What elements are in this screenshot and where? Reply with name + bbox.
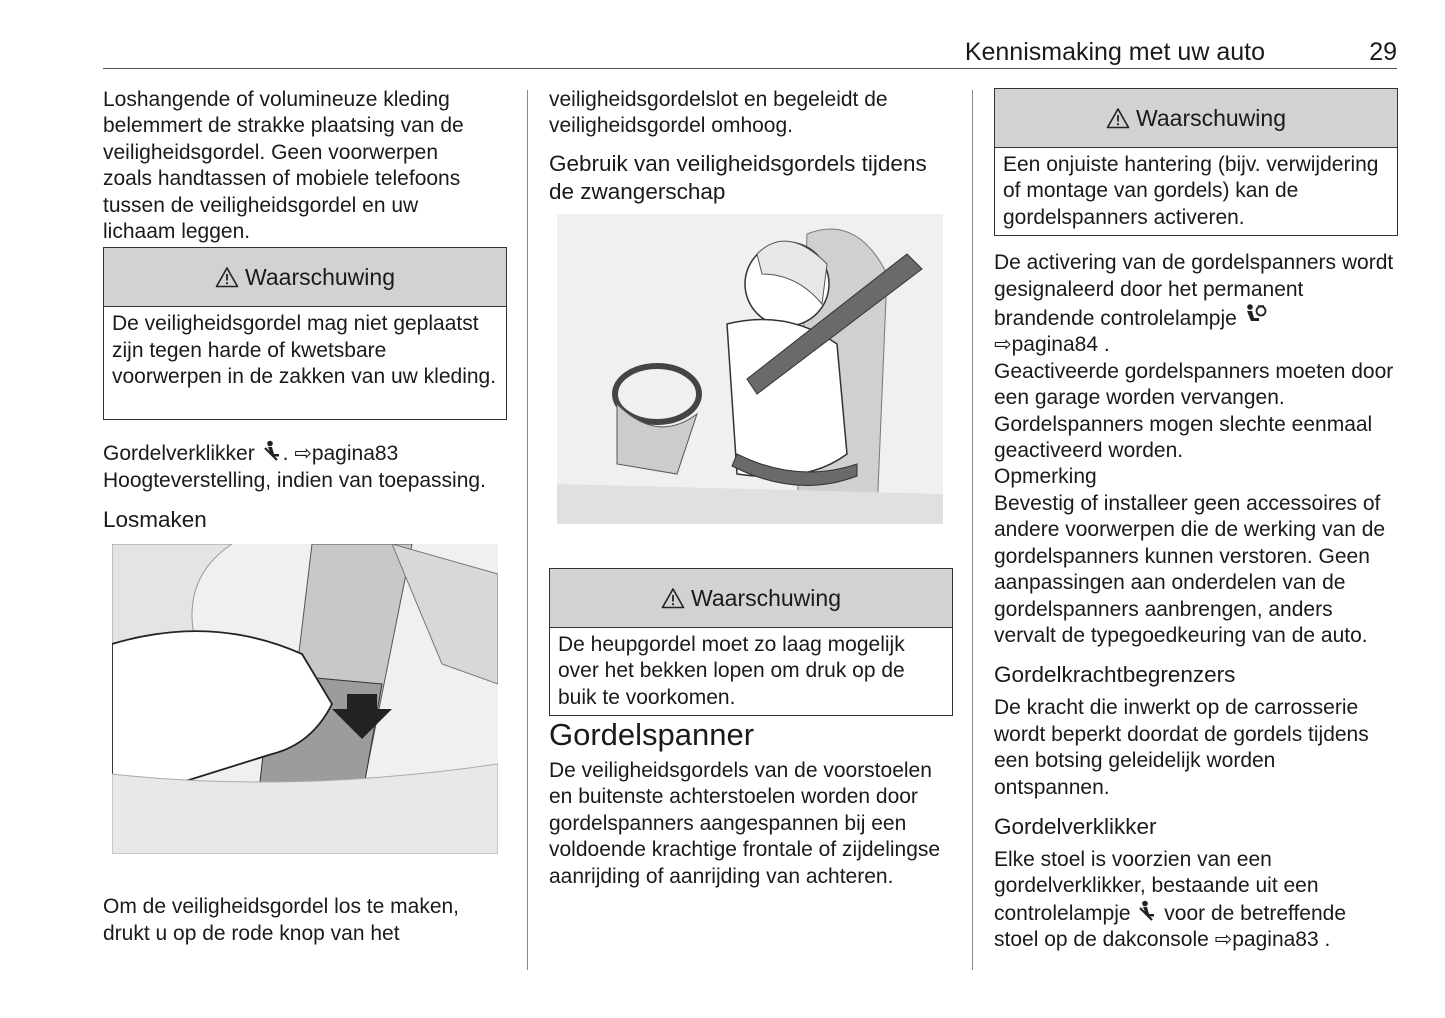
- note-heading: Opmerking: [994, 465, 1097, 489]
- pregnant-woman-seatbelt-drawing: [557, 214, 943, 524]
- page-number: 29: [1369, 38, 1397, 66]
- section-heading-reminder: Gordelverklikker: [994, 813, 1157, 839]
- column-3: [994, 87, 1398, 954]
- buckle-release-illustration: [112, 544, 498, 854]
- section-heading-gordelspanner: Gordelspanner: [549, 717, 755, 753]
- reminder-paragraph: [994, 847, 1394, 954]
- page-reference-83[interactable]: . ⇨pagina83: [282, 442, 399, 466]
- reminder-text-b: voor de betreffende stoel op de dakconsole ⇨pagina83 .: [994, 901, 1347, 952]
- section-heading-limiters: Gordelkrachtbegrenzers: [994, 662, 1236, 688]
- warning-title: Waarschuwing: [691, 584, 841, 611]
- reminder-text-a: Elke stoel is voorzien van een gordelverklikker, bestaande uit een controlelampje: [994, 847, 1319, 925]
- seatbelt-reminder-icon: [261, 440, 283, 462]
- limiter-paragraph: De kracht die inwerkt op de carrosserie wordt beperkt doordat de gordels tijdens een botsing geleidelijk worden ontspannen.: [994, 696, 1369, 799]
- seatbelt-reminder-line: [103, 440, 507, 494]
- warning-body: Een onjuiste hantering (bijv. verwijdering of montage van gordels) kan de gordelspanners activeren.: [1003, 153, 1379, 229]
- column-divider-1: [527, 90, 528, 970]
- page-reference-84[interactable]: ⇨pagina84 .: [994, 333, 1110, 357]
- hand-pressing-buckle-drawing: [112, 544, 498, 854]
- warning-triangle-icon: [1106, 107, 1130, 129]
- warning-box-pregnancy: [549, 568, 953, 716]
- note-body: Bevestig of installeer geen accessoires of andere voorwerpen die de werking van de gordelspanners kunnen verstoren. Geen aanpassingen aan onderdelen van de gordelspanners aanbrengen, anders vervalt de typegoedkeuring van de auto.: [994, 491, 1386, 647]
- column-divider-2: [972, 90, 973, 970]
- airbag-warning-icon: [1243, 303, 1267, 327]
- seatbelt-reminder-label: Gordelverklikker: [103, 442, 255, 466]
- height-adjustment-text: Hoogteverstelling, indien van toepassing.: [103, 468, 486, 492]
- warning-title: Waarschuwing: [245, 264, 395, 291]
- activation-paragraph: [994, 250, 1398, 464]
- pretensioner-paragraph: De veiligheidsgordels van de voorstoelen en buitenste achterstoelen worden door gordelspanners aangespannen bij een voldoende krachtige frontale of zijdelingse aanrijding of aanrijding van achteren.: [549, 759, 941, 888]
- intro-paragraph: Loshangende of volumineuze kleding belemmert de strakke plaatsing van de veiligheidsgordel. Geen voorwerpen zoals handtassen of mobiele telefoons tussen de veiligheidsgordel en uw lichaam leggen.: [103, 88, 464, 244]
- activation-text: De activering van de gordelspanners wordt gesignaleerd door het permanent brandende controlelampje: [994, 251, 1394, 331]
- warning-triangle-icon: [661, 587, 685, 609]
- section-heading-losmaken: Losmaken: [103, 507, 207, 533]
- warning-body: De veiligheidsgordel mag niet geplaatst zijn tegen harde of kwetsbare voorwerpen in de zakken van uw kleding.: [112, 312, 497, 389]
- warning-title: Waarschuwing: [1136, 104, 1286, 131]
- warning-body: De heupgordel moet zo laag mogelijk over het bekken lopen om druk op de buik te voorkomen.: [558, 632, 905, 709]
- warning-header: [995, 89, 1397, 148]
- section-heading-pregnancy: Gebruik van veiligheidsgordels tijdens de zwangerschap: [549, 150, 927, 204]
- seatbelt-reminder-icon: [1136, 900, 1158, 922]
- header-divider: [103, 68, 1397, 69]
- warning-header: [104, 248, 506, 307]
- running-header-title: Kennismaking met uw auto: [964, 38, 1265, 66]
- release-instruction: Om de veiligheidsgordel los te maken, drukt u op de rode knop van het: [103, 895, 460, 945]
- column-1: [103, 87, 507, 947]
- warning-triangle-icon: [215, 266, 239, 288]
- replacement-text: Geactiveerde gordelspanners moeten door een garage worden vervangen. Gordelspanners mogen slechte eenmaal geactiveerd worden.: [994, 359, 1394, 463]
- intro-continuation: veiligheidsgordelslot en begeleidt de veiligheidsgordel omhoog.: [549, 88, 888, 138]
- warning-box-handling: [994, 88, 1398, 236]
- warning-header: [550, 569, 952, 628]
- column-2: [549, 87, 953, 890]
- pregnancy-seatbelt-illustration: [557, 214, 943, 524]
- warning-box-clothing: [103, 247, 507, 420]
